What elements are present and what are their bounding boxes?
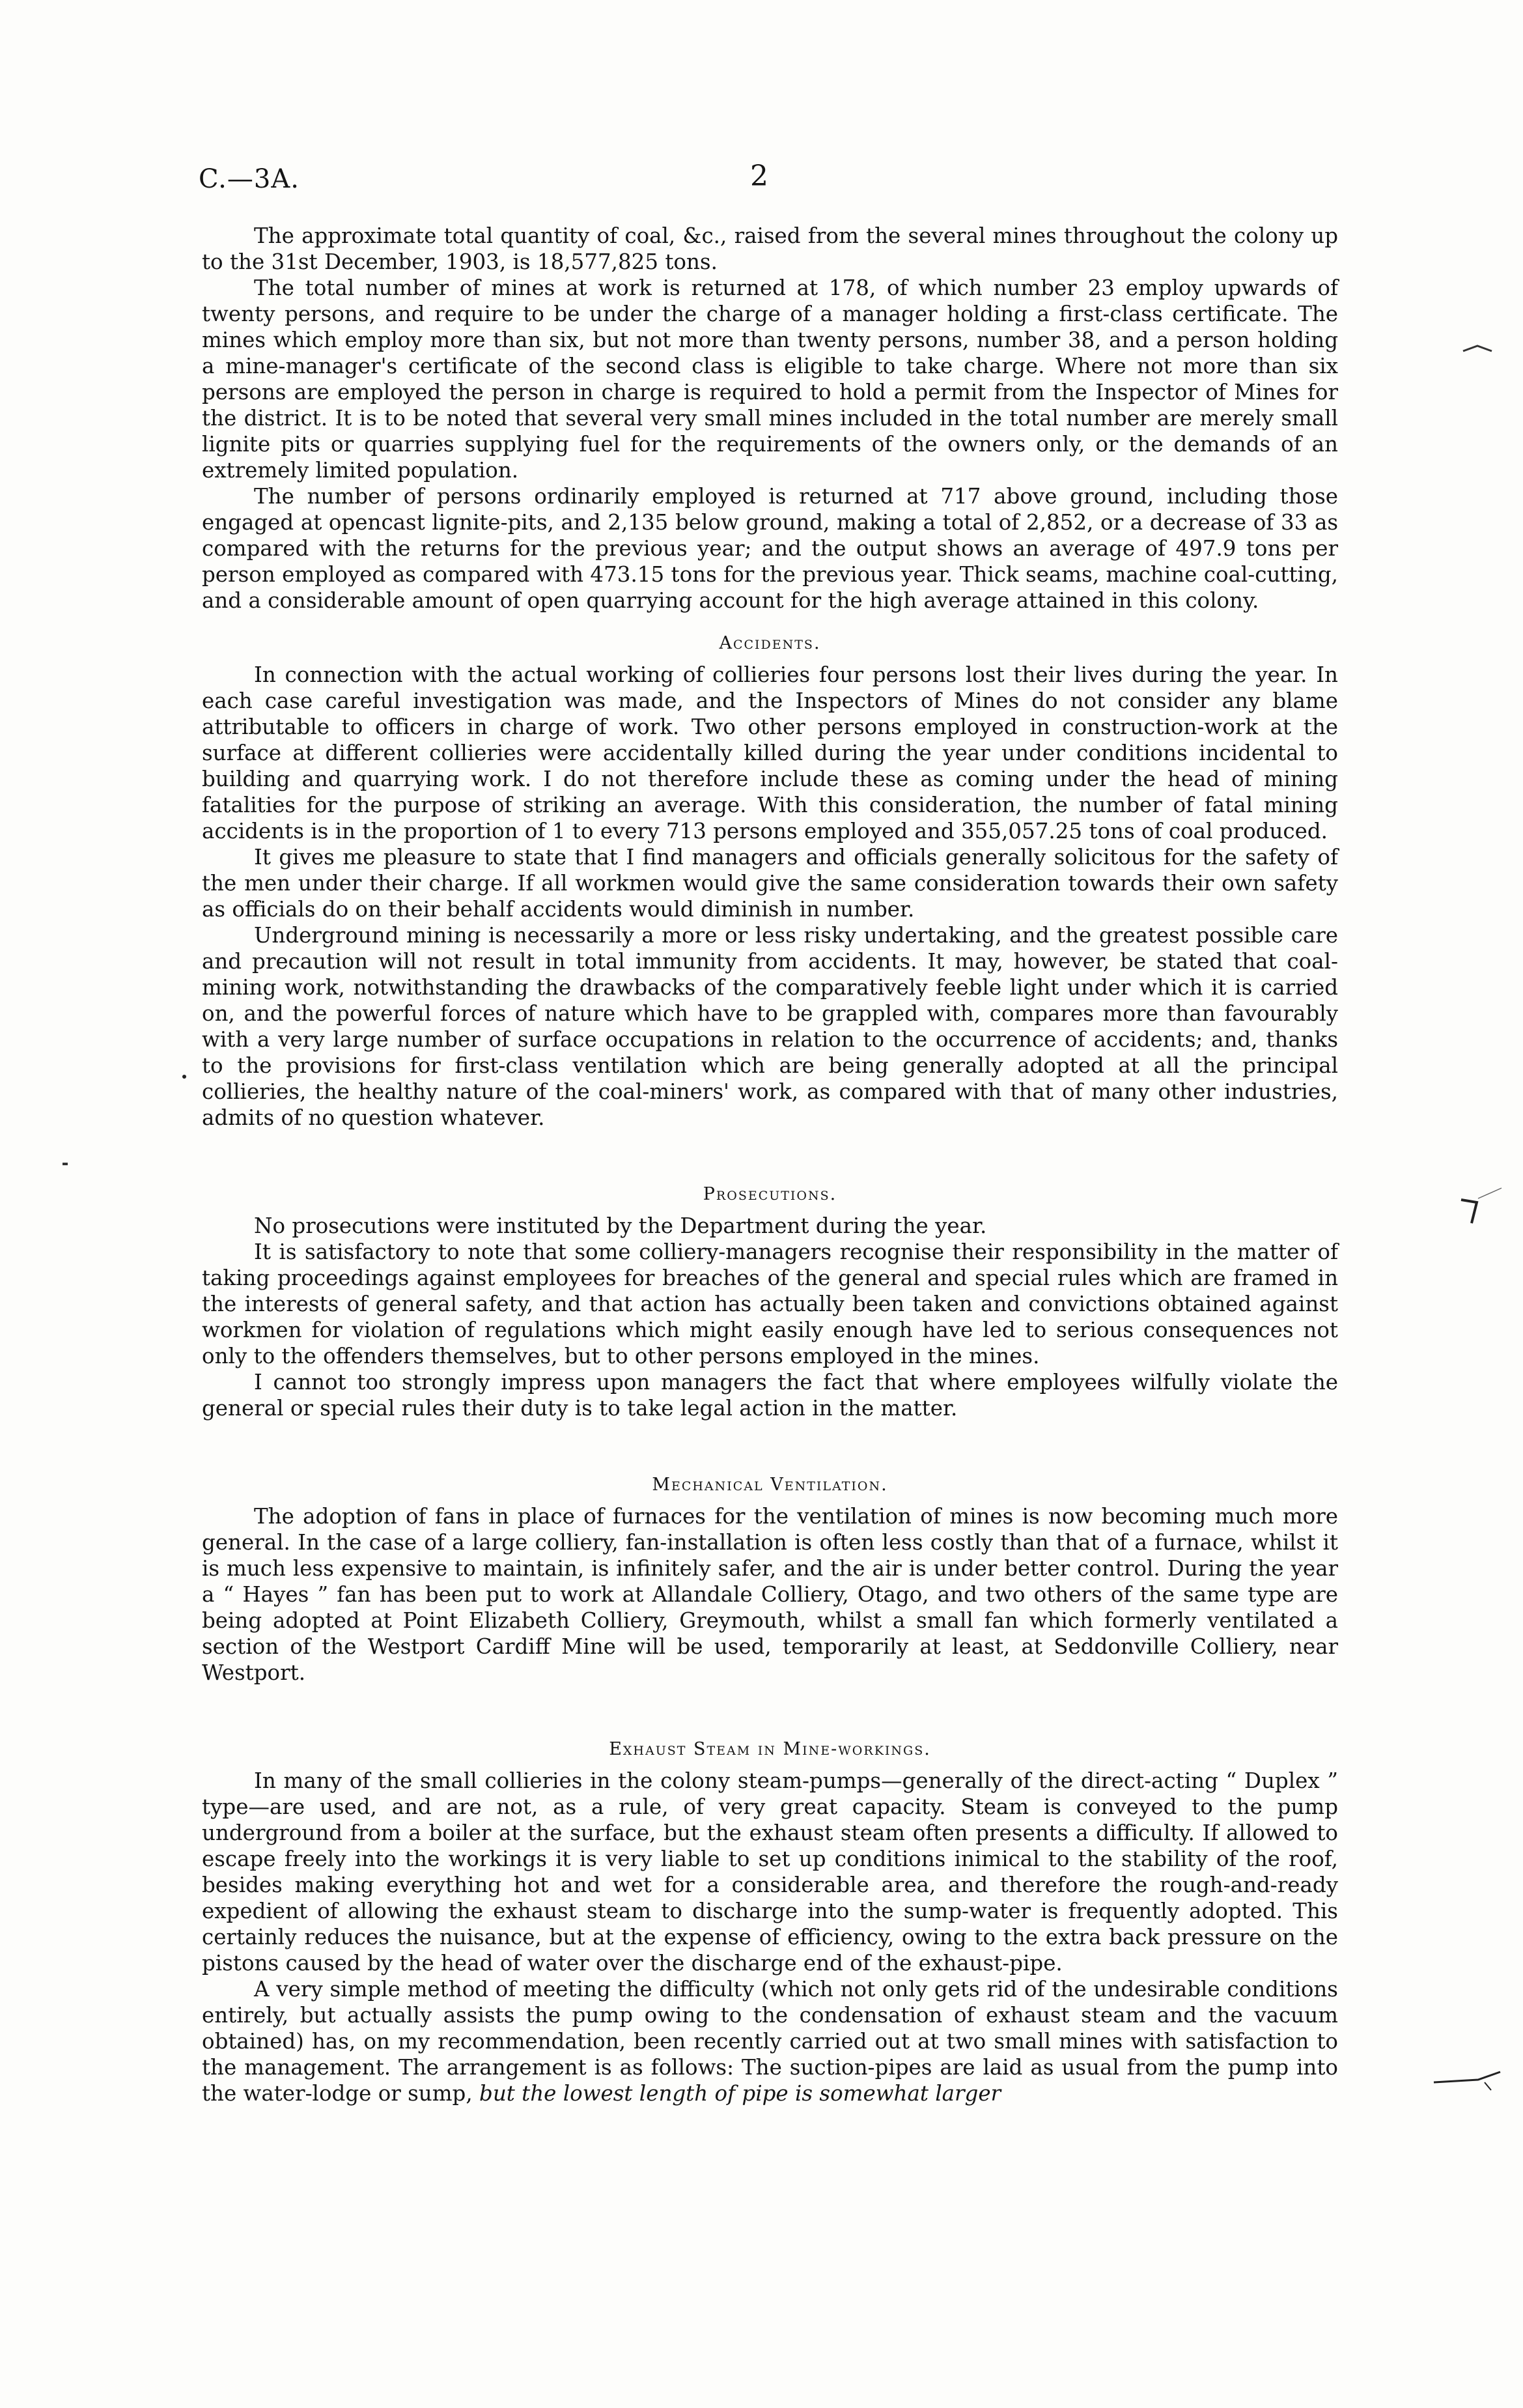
- section-heading-exhaust-steam: Exhaust Steam in Mine-workings.: [609, 1739, 931, 1759]
- paragraph-text: A very simple method of meeting the difficulty (which not only gets rid of the undesirable conditions entirely, but actually assists the pump owing to the condensation of exhaust steam and the vacuum obtained) has, on my recommendation, been recently carried out at two small mines with satisfaction to the management. The arrangement is as follows: The suction-pipes are laid as usual from the pump into the water-lodge or sump,: [202, 1977, 1338, 2106]
- paragraph: It gives me pleasure to state that I find managers and officials generally solicitous for the safety of the men under their charge. If all workmen would give the same consideration towards their own safety as officials do on their behalf accidents would diminish in number.: [202, 845, 1338, 922]
- document-reference: C.—3A.: [199, 164, 300, 194]
- italic-text: but the lowest length of pipe is somewhat larger: [479, 2081, 1001, 2106]
- page-number: 2: [750, 160, 768, 193]
- paragraph-last: [202, 1976, 1338, 2106]
- margin-mark-icon: [1459, 1185, 1504, 1225]
- paragraph: I cannot too strongly impress upon managers the fact that where employees wilfully violate the general or special rules their duty is to take legal action in the matter.: [202, 1370, 1338, 1421]
- paragraph: The number of persons ordinarily employed is returned at 717 above ground, including those engaged at opencast lignite-pits, and 2,135 below ground, making a total of 2,852, or a decrease of 33 as compared with the returns for the previous year; and the output shows an average of 497.9 tons per person employed as compared with 473.15 tons for the previous year. Thick seams, machine coal-cutting, and a considerable amount of open quarrying account for the high average attained in this colony.: [202, 484, 1338, 613]
- paragraph: The adoption of fans in place of furnaces for the ventilation of mines is now becoming much more general. In the case of a large colliery, fan-installation is often less costly than that of a furnace, whilst it is much less expensive to maintain, is infinitely safer, and the air is under better control. During the year a “ Hayes ” fan has been put to work at Allandale Colliery, Otago, and two others of the same type are being adopted at Point Elizabeth Colliery, Greymouth, whilst a small fan which formerly ventilated a section of the Westport Cardiff Mine will be used, temporarily at least, at Seddonville Colliery, near Westport.: [202, 1504, 1338, 1685]
- paragraph: In connection with the actual working of collieries four persons lost their lives during the year. In each case careful investigation was made, and the Inspectors of Mines do not consider any blame attributable to officers in charge of work. Two other persons employed in construction-work at the surface at different collieries were accidentally killed during the year under conditions incidental to building and quarrying work. I do not therefore include these as coming under the head of mining fatalities for the purpose of striking an average. With this consideration, the number of fatal mining accidents is in the proportion of 1 to every 713 persons employed and 355,057.25 tons of coal produced.: [202, 662, 1338, 843]
- section-heading-mechanical-ventilation: Mechanical Ventilation.: [652, 1475, 888, 1495]
- body-text: [202, 223, 1338, 2106]
- paragraph: In many of the small collieries in the colony steam-pumps—generally of the direct-acting “ Duplex ” type—are used, and are not, as a rule, of very great capacity. Steam is conveyed to the pump underground from a boiler at the surface, but the exhaust steam often presents a difficulty. If allowed to escape freely into the workings it is very liable to set up conditions inimical to the stability of the roof, besides making everything hot and wet for a considerable area, and therefore the rough-and-ready expedient of allowing the exhaust steam to discharge into the sump-water is frequently adopted. This certainly reduces the nuisance, but at the expense of efficiency, owing to the extra back pressure on the pistons caused by the head of water over the discharge end of the exhaust-pipe.: [202, 1768, 1338, 1976]
- margin-mark-icon: [1462, 342, 1494, 355]
- paragraph: The approximate total quantity of coal, &c., raised from the several mines throughout the colony up to the 31st December, 1903, is 18,577,825 tons.: [202, 223, 1338, 274]
- paragraph: Underground mining is necessarily a more or less risky undertaking, and the greatest possible care and precaution will not result in total immunity from accidents. It may, however, be stated that coal-mining work, notwithstanding the drawbacks of the comparatively feeble light under which it is carried on, and the powerful forces of nature which have to be grappled with, compares more than favourably with a very large number of surface occupations in relation to the occurrence of accidents; and, thanks to the provisions for first-class ventilation which are being generally adopted at all the principal collieries, the healthy nature of the coal-miners' work, as compared with that of many other industries, admits of no question whatever.: [202, 923, 1338, 1130]
- paragraph: No prosecutions were instituted by the Department during the year.: [254, 1213, 987, 1238]
- paragraph: It is satisfactory to note that some colliery-managers recognise their responsibility in the matter of taking proceedings against employees for breaches of the general and special rules which are framed in the interests of general safety, and that action has actually been taken and convictions obtained against workmen for violation of regulations which might easily enough have led to serious consequences not only to the offenders themselves, but to other persons employed in the mines.: [202, 1239, 1338, 1368]
- margin-mark-icon: [1432, 2068, 1504, 2094]
- section-heading-prosecutions: Prosecutions.: [703, 1184, 837, 1204]
- margin-dot: [63, 1163, 68, 1165]
- section-heading-accidents: Accidents.: [719, 633, 821, 653]
- paragraph: The total number of mines at work is returned at 178, of which number 23 employ upwards of twenty persons, and require to be under the charge of a manager holding a first-class certificate. The mines which employ more than six, but not more than twenty persons, number 38, and a person holding a mine-manager's certificate of the second class is eligible to take charge. Where not more than six persons are employed the person in charge is required to hold a permit from the Inspector of Mines for the district. It is to be noted that several very small mines included in the total number are merely small lignite pits or quarries supplying fuel for the requirements of the owners only, or the demands of an extremely limited population.: [202, 276, 1338, 483]
- margin-dot: [182, 1075, 186, 1079]
